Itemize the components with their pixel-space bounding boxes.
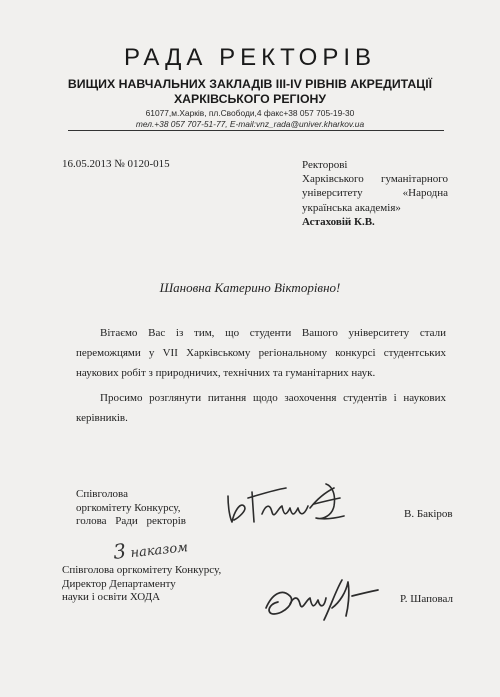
body-line: переможцями у VII Харківському регіональному конкурсі студентських [76,347,446,359]
signatory-title-line: голова Ради ректорів [76,515,186,527]
letterhead-subtitle-line1: ВИЩИХ НАВЧАЛЬНИХ ЗАКЛАДІВ ІІІ-IV РІВНІВ АКРЕДИТАЦІЇ [67,77,433,91]
body-line: Просимо розглянути питання щодо заохочення студентів і наукових [100,392,446,404]
letterhead-divider [68,130,444,131]
body-line: наукових робіт з природничих, технічних та гуманітарних наук. [76,367,376,379]
body-line: Вітаємо Вас із тим, що студенти Вашого університету стали [100,327,446,339]
reference-number-label: № [114,158,125,170]
signatory-2-name: Р. Шаповал [400,593,453,605]
signatory-1-name: В. Бакіров [404,508,453,520]
handwritten-note [112,532,189,564]
body-paragraph-2 [76,388,446,428]
signatory-title-line: Директор Департаменту [62,577,176,590]
letterhead-address: 61077,м.Харків, пл.Свободи,4 факс+38 057 705-19-30 [145,108,355,118]
signatory-title-line: науки і освіти ХОДА [62,591,161,603]
signatory-title-line: Співголова оргкомітету Конкурсу, [62,564,222,576]
recipient-line: Харківського гуманітарного [302,173,448,186]
letterhead-title: РАДА РЕКТОРІВ [123,44,377,71]
signatory-2-title [62,564,221,605]
body-paragraph-1 [76,323,446,383]
reference-date: 16.05.2013 [62,158,112,170]
body-line: керівників. [76,412,128,424]
recipient-name: Астаховій К.В. [302,215,375,228]
signatory-title-line: Співголова [76,488,128,500]
reference-line [62,158,170,170]
signatory-1-title [76,488,186,529]
greeting: Шановна Катерино Вікторівно! [159,280,341,295]
recipient-block [302,158,448,229]
signatory-title-line: оргкомітету Конкурсу, [76,501,181,514]
recipient-line: Ректорові [302,159,348,171]
recipient-line: українська академія» [302,201,401,214]
signature-1 [222,478,352,530]
recipient-line: університету «Народна [302,187,448,200]
reference-number: 0120-015 [127,158,170,170]
letterhead-contacts: тел.+38 057 707-51-77, E-mail:vnz_rada@univer.kharkov.ua [135,119,365,129]
handwritten-note-text: наказом [129,540,189,562]
handwritten-note-numeral: 3 [112,538,127,564]
letterhead-subtitle-line2: ХАРКІВСЬКОГО РЕГІОНУ [173,92,327,106]
signature-2 [262,574,382,626]
